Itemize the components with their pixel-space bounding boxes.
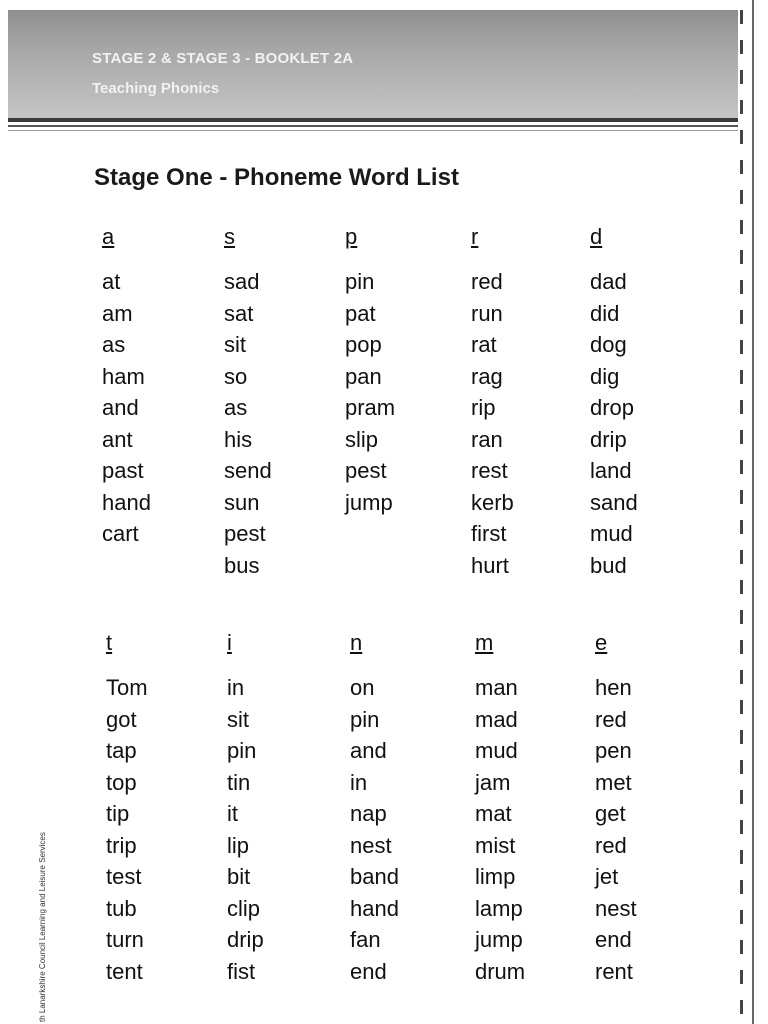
word-item: dog [590,332,627,357]
word-item: fist [227,958,256,984]
word-item: so [224,363,248,389]
word-item: am [102,300,133,326]
phoneme-column [102,226,212,550]
publisher-credit: th Lanarkshire Council Learning and Leisure Services [38,832,47,1022]
word-item: sit [227,706,249,732]
word-item: drum [475,958,526,984]
word-item: in [350,769,368,795]
word-item: tent [106,958,143,984]
word-item: nest [350,832,392,858]
word-item: trip [106,832,137,858]
word-item: bit [227,864,251,889]
word-item: run [471,300,503,326]
word-item: rat [471,332,497,357]
word-item: mist [475,832,516,858]
word-item: tin [227,769,251,795]
word-item: mud [590,521,633,546]
word-item: in [227,675,245,700]
word-item: Tom [106,675,148,700]
phoneme-heading: m [475,630,494,655]
phoneme-column [590,226,700,581]
word-item: tub [106,895,137,921]
page-edge [752,0,754,1024]
word-item: hen [595,675,632,700]
word-item: pest [345,458,387,483]
word-item: fan [350,927,381,952]
header-banner [8,10,738,118]
word-item: jet [595,864,619,889]
word-item: test [106,864,142,889]
word-item: dig [590,363,620,389]
phoneme-heading: i [227,630,232,655]
word-item: jam [475,769,511,795]
word-item: as [224,395,248,420]
word-item: rest [471,458,508,483]
word-item: his [224,426,253,452]
word-item: red [595,832,627,858]
word-item: jump [475,927,523,952]
phoneme-heading: n [350,630,363,655]
phoneme-heading: t [106,630,113,655]
word-item: kerb [471,489,514,515]
phoneme-column [106,632,216,987]
word-item: mad [475,706,518,732]
word-item: hand [350,895,399,921]
word-item: red [595,706,627,732]
word-item: drop [590,395,635,420]
word-item: rent [595,958,633,984]
word-item: sun [224,489,260,515]
word-item: and [102,395,139,420]
word-item: clip [227,895,261,921]
word-item: ran [471,426,503,452]
word-item: pest [224,521,266,546]
word-item: jump [345,489,393,515]
word-item: bus [224,552,260,578]
phoneme-column [471,226,581,581]
word-item: land [590,458,632,483]
word-item: ant [102,426,133,452]
word-item: band [350,864,399,889]
word-item: got [106,706,137,732]
word-item: pan [345,363,382,389]
word-item: first [471,521,507,546]
word-item: pen [595,738,632,763]
word-item: pop [345,332,382,357]
word-item: nap [350,801,387,826]
word-item: lip [227,832,250,858]
word-item: past [102,458,144,483]
page-edge [740,10,743,1020]
word-item: mat [475,801,512,826]
word-item: lamp [475,895,523,921]
word-item: sit [224,332,246,357]
word-item: end [595,927,632,952]
word-item: pram [345,395,396,420]
header-rule [8,118,738,122]
word-item: man [475,675,518,700]
word-item: sad [224,269,260,294]
word-item: tap [106,738,137,763]
word-item: met [595,769,632,795]
word-item: drip [590,426,627,452]
header-rule [8,125,738,127]
word-item: sand [590,489,638,515]
word-item: nest [595,895,637,921]
header-rule [8,130,738,131]
word-item: mud [475,738,518,763]
word-item: pin [227,738,257,763]
phoneme-column [345,226,455,518]
word-item: red [471,269,503,294]
phoneme-heading: p [345,224,358,249]
word-item: turn [106,927,144,952]
phoneme-column [350,632,460,987]
word-item: drip [227,927,264,952]
word-item: slip [345,426,379,452]
word-item: at [102,269,121,294]
phoneme-heading: d [590,224,603,249]
word-item: on [350,675,375,700]
phoneme-heading: e [595,630,608,655]
page-title: Stage One - Phoneme Word List [94,164,459,191]
word-item: rip [471,395,496,420]
word-item: tip [106,801,130,826]
word-item: and [350,738,387,763]
word-item: as [102,332,126,357]
word-item: pat [345,300,376,326]
phoneme-heading: a [102,224,115,249]
word-item: it [227,801,238,826]
phoneme-column [227,632,337,987]
phoneme-column [475,632,585,987]
word-item: sat [224,300,254,326]
word-item: send [224,458,272,483]
word-item: hand [102,489,151,515]
booklet-title: STAGE 2 & STAGE 3 - BOOKLET 2A [92,50,354,67]
word-item: rag [471,363,503,389]
word-item: bud [590,552,627,578]
word-item: cart [102,521,139,546]
phoneme-column [224,226,334,581]
word-item: ham [102,363,145,389]
word-item: pin [350,706,380,732]
word-item: top [106,769,137,795]
phoneme-heading: s [224,224,235,249]
word-item: get [595,801,626,826]
word-item: limp [475,864,516,889]
booklet-subtitle: Teaching Phonics [92,80,220,97]
phoneme-heading: r [471,224,479,249]
phoneme-column [595,632,705,987]
word-item: did [590,300,620,326]
word-item: end [350,958,387,984]
word-item: dad [590,269,627,294]
word-item: pin [345,269,375,294]
word-item: hurt [471,552,509,578]
